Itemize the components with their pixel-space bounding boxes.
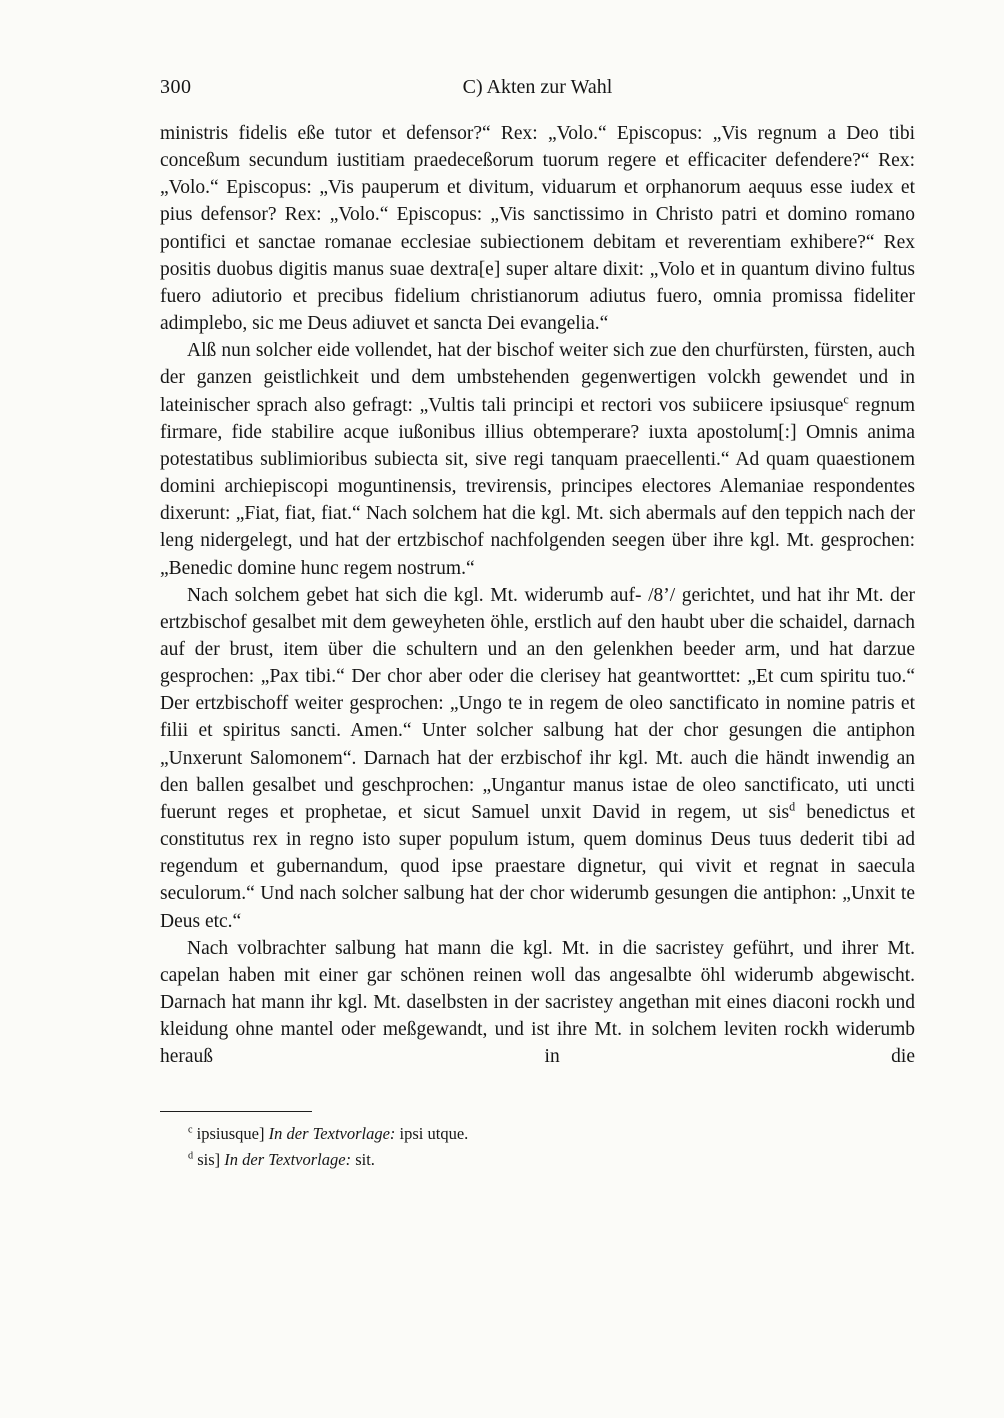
paragraph (160, 337, 915, 581)
footnote-marker: d (188, 1150, 194, 1162)
text-run: Alß nun solcher eide vollendet, hat der bischof weiter sich zue den churfürsten, fürsten, auch der ganzen geistlichkeit und dem umbstehenden gegenwertigen volckh gewendet und in lateinischer sprach also gefragt: „Vultis tali principi et rectori vos subiicere ipsiusque (160, 340, 915, 416)
text-run: sit. (351, 1149, 375, 1169)
paragraph (160, 120, 915, 337)
text-run: ministris fidelis eße tutor et defensor?“ Rex: „Volo.“ Episcopus: „Vis regnum a Deo tibi conceßum secundum iustitiam praedeceßorum tuorum regere et efficaciter defendere?“ Rex: „Volo.“ Episcopus: „Vis pauperum et divitum, viduarum et orphanorum aequus esse iudex et pius defensor? Rex: „Volo.“ Episcopus: „Vis sanctissimo in Christo patri et domino romano pontifici et sanctae romanae ecclesiae subiectionem debitam et reverentiam exhibere?“ Rex positis duobus digitis manus suae dextra[e] super altare dixit: „Volo et in quantum divino fultus fuero adiutorio et precibus fidelium christianorum adiutus fuero, omnia promissa fideliter adimplebo, sic me Deus adiuvet et sancta Dei evangelia.“ (160, 123, 915, 335)
footnote (160, 1121, 915, 1147)
page-number: 300 (160, 76, 192, 98)
footnote-marker: c (188, 1124, 193, 1136)
text-run: benedictus et constitutus rex in regno isto super populum istum, quem dominus Deus tuus dederit tibi ad regendum et gubernandum, quod ipse praestare dignetur, qui vivit et regnat in saecula seculorum.“ Und nach solcher salbung hat der chor widerumb gesungen die antiphon: „Unxit te Deus etc.“ (160, 801, 915, 932)
text-run: sis] (193, 1149, 225, 1169)
running-head: C) Akten zur Wahl (462, 76, 613, 98)
italic-text: In der Textvorlage: (224, 1149, 352, 1169)
paragraph (160, 582, 915, 935)
italic-text: In der Textvorlage: (268, 1124, 396, 1144)
page-header (160, 76, 915, 103)
body-paragraphs (160, 120, 915, 1070)
footnote-marker: d (789, 799, 796, 814)
text-run: ipsi utque. (395, 1124, 469, 1144)
footnote-marker: c (843, 392, 849, 407)
footnote (160, 1147, 915, 1173)
text-run: Nach solchem gebet hat sich die kgl. Mt. widerumb auf- /8’/ gerichtet, und hat ihr Mt. der ertzbischof gesalbet mit dem geweyheten öhle, erstlich auf den haubt uber die schaidel, darnach auf der brust, item über die schultern und an den gelenkhen beeder arm, und hat darzue gesprochen: „Pax tibi.“ Der chor aber oder die clerisey hat geantworttet: „Et cum spiritu tuo.“ Der ertzbischoff weiter gesprochen: „Ungo te in regem de oleo sanctificato in nomine patris et filii et spiritus sancti. Amen.“ Unter solcher salbung hat der chor gesungen die antiphon „Unxerunt Salomonem“. Darnach hat der erzbischof ihr kgl. Mt. auch die händt inwendig an den ballen gesalbet und geschprochen: „Ungantur manus istae de oleo sanctificato, uti uncti fuerunt reges et prophetae, et sicut Samuel unxit David in regem, ut sis (160, 584, 915, 823)
paragraph (160, 935, 915, 1071)
text-run: ipsiusque] (192, 1124, 269, 1144)
footnotes-section (160, 1111, 915, 1172)
footnote-rule (160, 1111, 312, 1112)
text-run: regnum firmare, fide stabilire acque iußonibus illius obtemperare? iuxta apostolum[:] Omnis anima potestatibus sublimioribus subiecta sit, sive regi tanquam praecellenti.“ Ad quam quaestionem domini archiepiscopi moguntinensis, trevirensis, principes electores Alemaniae respondentes dixerunt: „Fiat, fiat, fiat.“ Nach solchem hat die kgl. Mt. sich abermals auf den teppich nach der leng nidergelegt, und hat der ertzbischof nachfolgenden seegen über ihre kgl. Mt. gesprochen: „Benedic domine hunc regem nostrum.“ (160, 394, 915, 579)
text-run: Nach volbrachter salbung hat mann die kgl. Mt. in die sacristey geführt, und ihrer Mt. capelan haben mit einer gar schönen reinen woll das angesalbte öhl widerumb abgewischt. Darnach hat mann ihr kgl. Mt. daselbsten in der sacristey angethan mit eines diaconi rockh und kleidung ohne mantel oder meßgewandt, und ist ihre Mt. in solchem leviten rockh widerumb herauß in die (160, 937, 915, 1068)
footnotes-list (160, 1121, 915, 1172)
